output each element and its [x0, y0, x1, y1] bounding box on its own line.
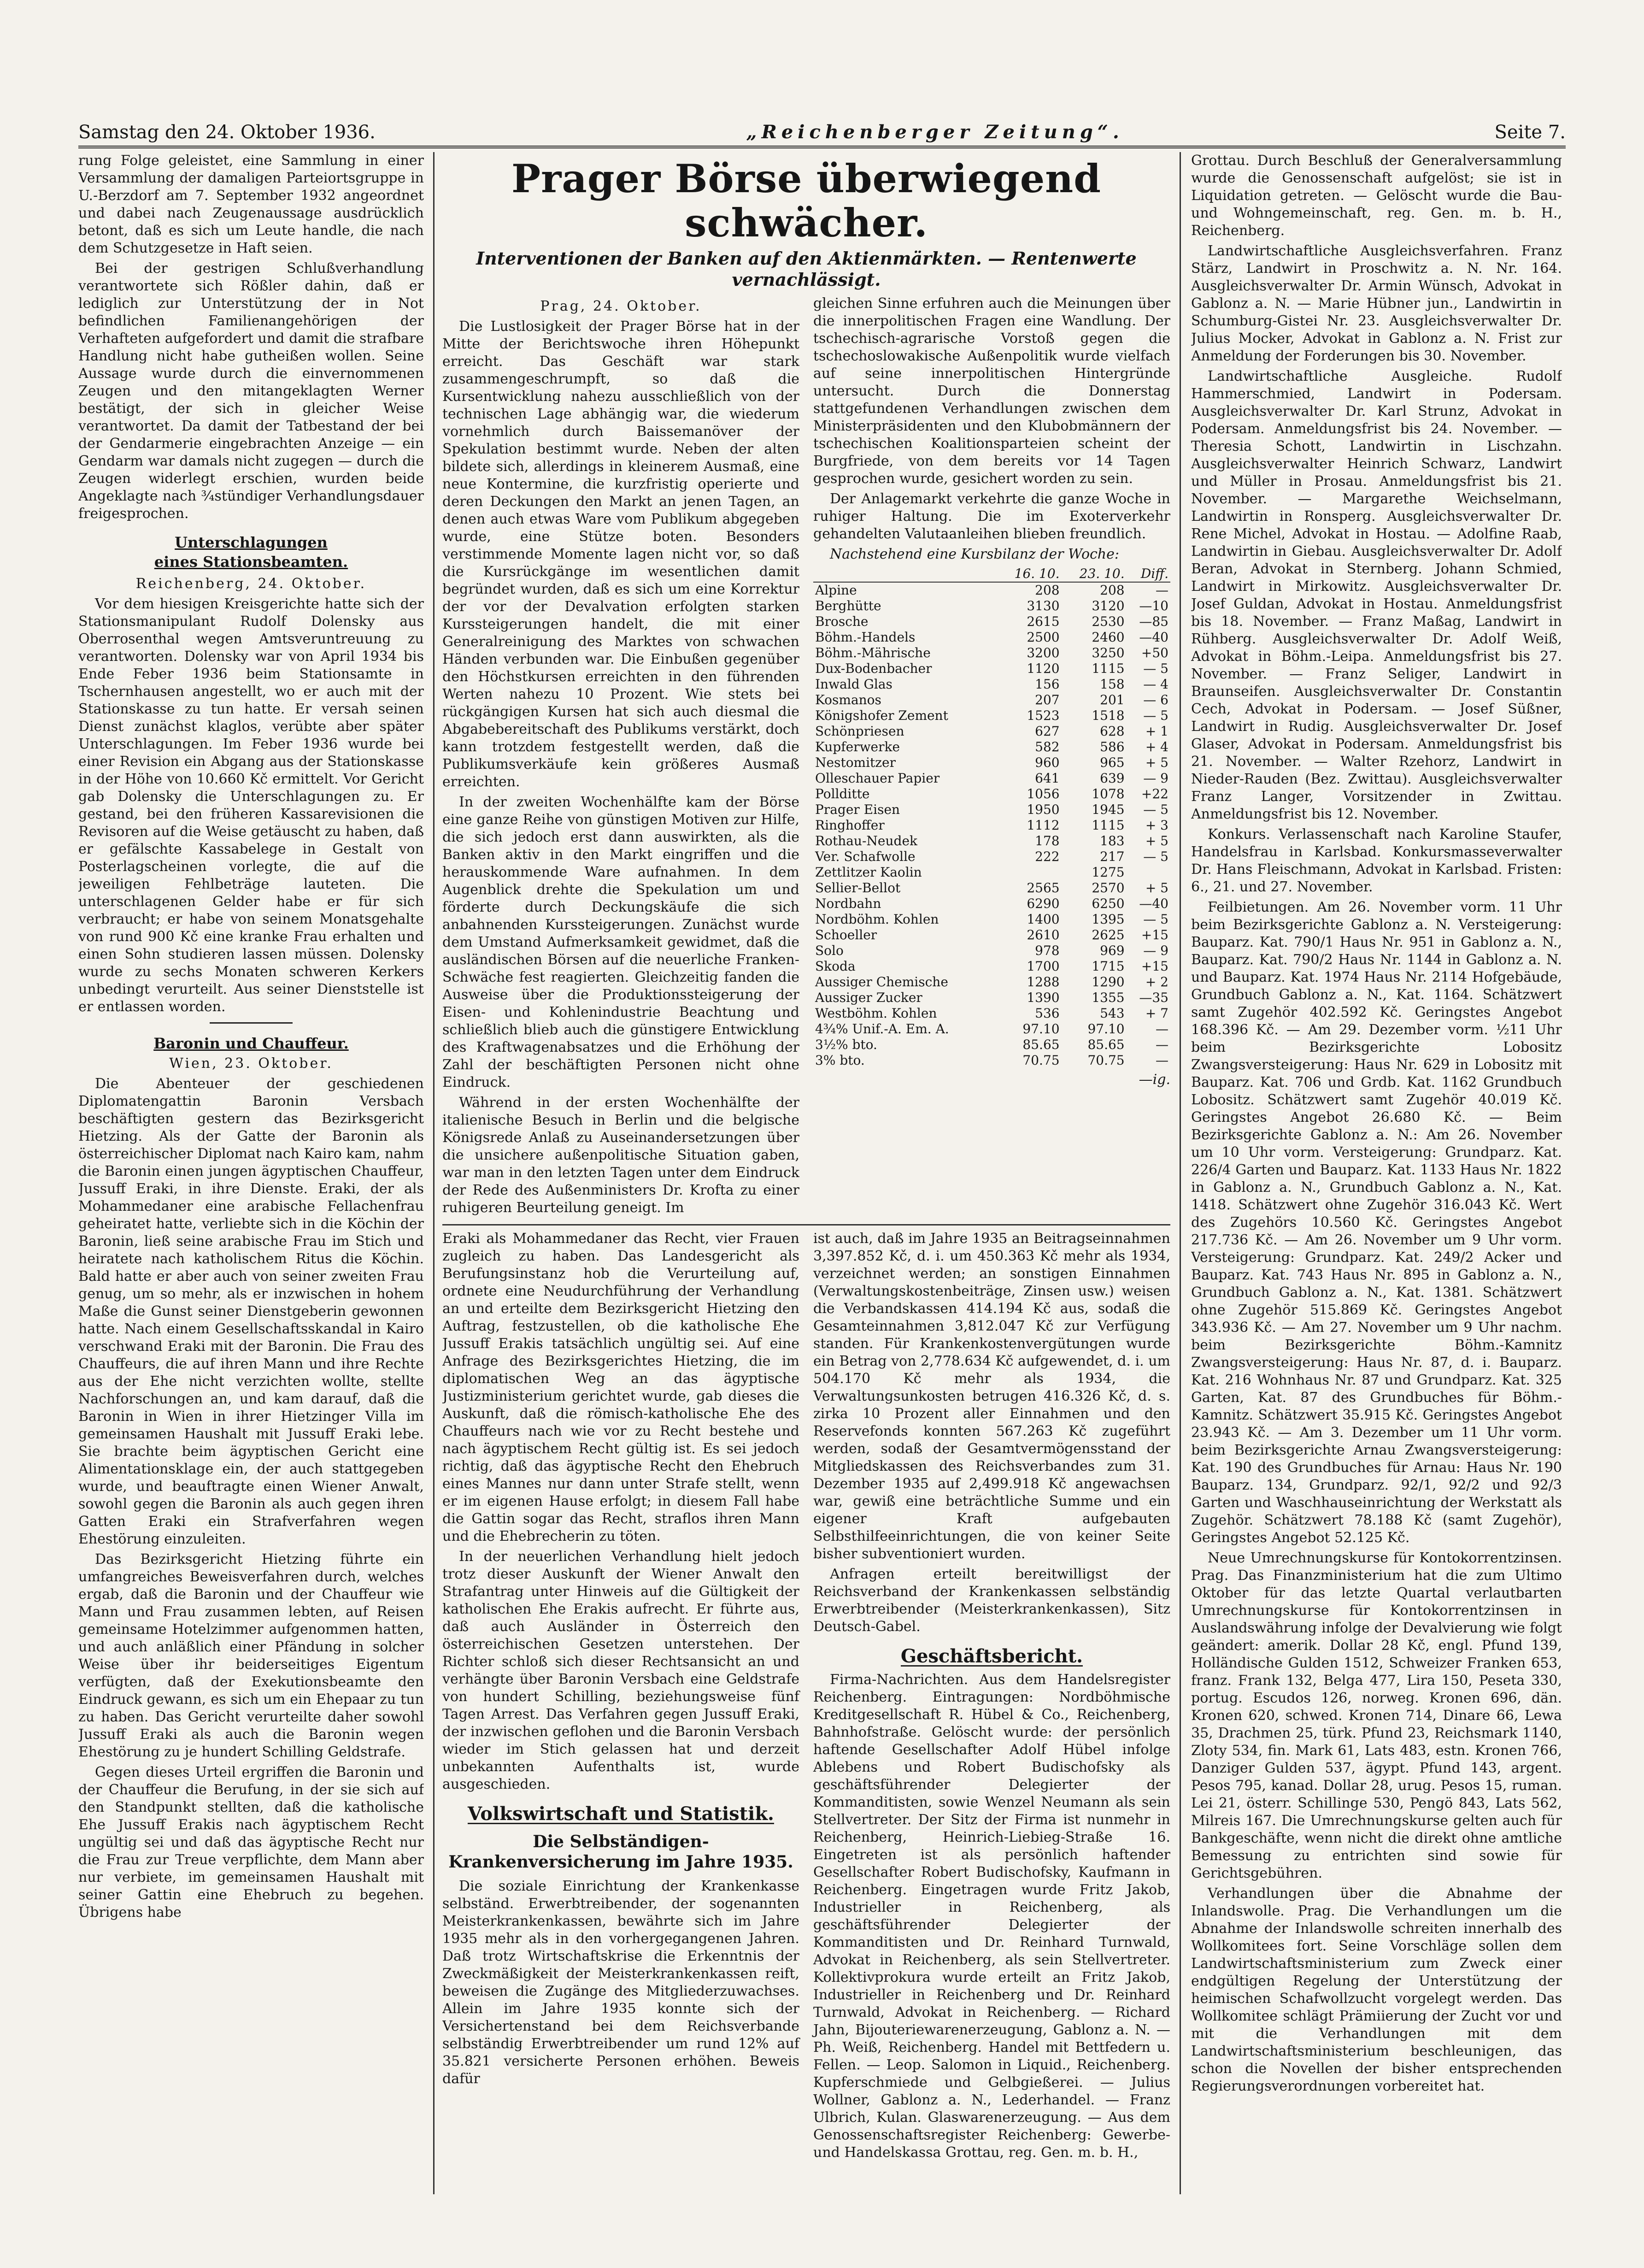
issue-date: Samstag den 24. Oktober 1936. [78, 122, 376, 143]
article-paragraph: Die Lustlosigkeit der Prager Börse hat in der Mitte der Berichtswoche ihren Höhepunkt erreicht. Das Geschäft war stark zusammengeschrumpft, so daß die Kursentwicklung nahezu ausschließlich von der technischen Lage abhängig war, die wiederum vornehmlich durch Baissemanöver der Spekulation bestimmt wurde. Neben der alten bildete sich, allerdings in kleinerem Ausmaß, eine neue Kontermine, die kurzfristig operierte und deren Deckungen den Markt an jenen Tagen, an denen auch etwas Ware vom Publikum abgegeben wurde, eine Stütze boten. Besonders verstimmende Momente lagen nicht vor, so daß die Kursrückgänge im wesentlichen damit begründet wurden, daß es sich um eine Korrektur der vor der Devalvation erfolgten starken Kurssteigerungen handelt, die mit einer Generalreinigung des Marktes von schwachen Händen verbunden war. Die Einbußen gegenüber den Höchstkursen erreichten in den führenden Werten nahezu 10 Prozent. Wie stets bei rückgängigen Kursen hat sich auch diesmal die Abgabebereitschaft des Publikums verstärkt, doch kann trotzdem festgestellt werden, daß die Publikumsverkäufe kein größeres Ausmaß erreichten. [442, 318, 799, 790]
table-header-cell: 16. 10. [997, 566, 1062, 582]
table-row [813, 990, 1170, 1006]
stock-value-cell: 201 [1100, 692, 1125, 707]
stock-value-cell: 3200 [1027, 645, 1060, 660]
stock-name-cell: Aussiger Chemische [815, 974, 948, 990]
article-dateline: Wien, 23. Oktober. [169, 1055, 333, 1072]
stock-value-cell: 3250 [1092, 645, 1125, 660]
stock-value-cell: — [1156, 1037, 1168, 1052]
stock-name-cell: Olleschauer Papier [815, 771, 940, 786]
article-paragraph: Gegen dieses Urteil ergriffen die Baronin und der Chauffeur die Berufung, in der sie sich auf den Standpunkt stellten, daß die katholische Ehe Jussuff Erakis nach ägyptischem Recht ungültig sei und daß das ägyptische Recht nur die Frau zur Treue verpflichte, dem Mann aber nur verbiete, im gemeinsamen Haushalt mit seiner Gattin eine Ehebruch zu begehen. Übrigens habe [78, 1764, 424, 1920]
lower-column-right [813, 1230, 1170, 2164]
table-row [813, 739, 1170, 755]
stock-name-cell: Nordbahn [815, 896, 881, 911]
stock-value-cell: 2460 [1092, 630, 1125, 645]
stock-name-cell: Berghütte [815, 598, 881, 613]
stock-value-cell: 536 [1035, 1006, 1060, 1021]
stock-value-cell: 1950 [1027, 802, 1060, 817]
stock-value-cell: +50 [1141, 645, 1168, 660]
stock-name-cell: Nestomitzer [815, 755, 896, 770]
stock-name-cell: Alpine [815, 583, 857, 598]
stock-name-cell: Kosmanos [815, 692, 881, 707]
table-row [813, 614, 1170, 630]
main-subheadline: Interventionen der Banken auf den Aktienmärkten. — Rentenwerte vernachlässigt. [476, 248, 1137, 290]
table-row [813, 661, 1170, 677]
stock-value-cell: 85.65 [1087, 1037, 1125, 1052]
table-row [813, 818, 1170, 833]
stock-value-cell: 158 [1100, 677, 1125, 692]
table-row [813, 1021, 1170, 1037]
stock-value-cell: 641 [1035, 771, 1060, 786]
stock-value-cell: 178 [1035, 833, 1060, 848]
stock-value-cell: 1120 [1027, 661, 1060, 676]
article-paragraph: In der neuerlichen Verhandlung hielt jedoch trotz dieser Auskunft der Wiener Anwalt den Strafantrag unter Hinweis auf die Gültigkeit der katholischen Ehe Erakis aufrecht. Er führte aus, daß auch Ausländer in Österreich den österreichischen Gesetzen unterstehen. Der Richter schloß sich dieser Rechtsansicht an und verhängte über Baronin Versbach eine Geldstrafe von hundert Schilling, beziehungsweise fünf Tagen Arrest. Das Verfahren gegen Jussuff Eraki, der inzwischen geflohen und die Baronin Versbach wieder im Stich gelassen hat und derzeit unbekannten Aufenthalts ist, wurde ausgeschieden. [442, 1549, 799, 1792]
stock-name-cell: Königshofer Zement [815, 708, 948, 723]
stock-name-cell: Aussiger Zucker [815, 990, 922, 1005]
article-paragraph: Vor dem hiesigen Kreisgerichte hatte sich der Stationsmanipulant Rudolf Dolensky aus Oberrosenthal wegen Amtsveruntreuung zu verantworten. Dolensky war von April 1934 bis Ende Feber 1936 beim Stationsamte in Tschernhausen angestellt, wo er auch mit der Stationskasse zu tun hatte. Er versah seinen Dienst zunächst klaglos, verübte aber später Unterschlagungen. Im Feber 1936 wurde bei einer Revision ein Abgang aus der Stationskasse in der Höhe von 10.660 Kč ermittelt. Vor Gericht gab Dolensky die Unterschlagungen zu. Er gestand, bei den früheren Kassarevisionen die Revisoren auf die Weise getäuscht zu haben, daß er gefälschte Kassabelege in Gestalt von Posterlagscheinen vorlegte, die auf die jeweiligen Fehlbeträge lauteten. Die unterschlagenen Gelder habe er für sich verbraucht; er habe von seinem Monatsgehalte von rund 900 Kč eine kranke Frau erhalten und einen Sohn studieren lassen müssen. Dolensky wurde zu sechs Monaten schweren Kerkers unbedingt verurteilt. Aus seiner Dienststelle ist er entlassen worden. [78, 596, 424, 1015]
stock-value-cell: 627 [1035, 724, 1060, 739]
stock-value-cell: 2610 [1027, 927, 1060, 943]
table-row [813, 849, 1170, 865]
table-header-cell: 23. 10. [1062, 566, 1127, 582]
table-row [813, 692, 1170, 708]
table-row [813, 677, 1170, 692]
stock-value-cell: 1390 [1027, 990, 1060, 1005]
article-paragraph: rung Folge geleistet, eine Sammlung in einer Versammlung der damaligen Parteiortsgruppe in U.-Berzdorf am 7. September 1932 angeordnet und dabei nach Zeugenaussage ausdrücklich betont, daß es sich um Leute handle, die nach dem Schutzgesetze in Haft seien. [78, 153, 424, 256]
article-heading-line2: eines Stationsbeamten. [154, 553, 348, 571]
stock-value-cell: 3120 [1092, 598, 1125, 613]
article-paragraph: Die Abenteuer der geschiedenen Diplomatengattin Baronin Versbach beschäftigten gestern das Bezirksgericht Hietzing. Als der Gatte der Baronin als österreichischer Diplomat nach Kairo kam, nahm die Baronin einen jungen ägyptischen Chauffeur, Jussuff Eraki, in ihre Dienste. Eraki, der als Mohammedaner eine arabische Fellachenfrau geheiratet hatte, verliebte sich in die Köchin der Baronin, ließ seine arabische Frau im Stich und heiratete nach katholischem Ritus die Köchin. Bald hatte er aber auch von seiner zweiten Frau genug, um so mehr, als er inzwischen in hohem Maße die Gunst seiner Dienstgeberin gewonnen hatte. Nach einem Gesellschaftsskandal in Kairo verschwand Eraki mit der Baronin. Die Frau des Chauffeurs, die auf ihren Mann und ihre Rechte aus der Ehe nicht verzichten wollte, stellte Nachforschungen an, und kam darauf, daß die Baronin in Wien in ihrer Hietzinger Villa im gemeinsamen Haushalt mit Jussuff Eraki lebe. Sie brachte beim ägyptischen Gericht eine Alimentationsklage ein, der auch stattgegeben wurde, und beauftragte einen Wiener Anwalt, sowohl gegen die Baronin als auch gegen ihren Gatten Eraki ein Strafverfahren wegen Ehestörung einzuleiten. [78, 1076, 424, 1547]
stock-value-cell: 1078 [1092, 786, 1125, 801]
table-row [813, 724, 1170, 739]
article-heading: Unterschlagungen [175, 534, 328, 551]
column-rule-1 [433, 152, 434, 2194]
stock-value-cell: + 5 [1145, 880, 1168, 895]
article-paragraph: Die soziale Einrichtung der Krankenkasse selbständ. Erwerbtreibender, der sogenannten Meisterkrankenkassen, bewährte sich im Jahre 1935 mehr als in den vorhergegangenen Jahren. Daß trotz Wirtschaftskrise die Erkenntnis der Zweckmäßigkeit der Meisterkrankenkassen reift, beweisen die Zugänge des Mitgliederzuwachses. Allein im Jahre 1935 konnte sich der Versichertenstand bei dem Reichsverbande selbständig Erwerbtreibender um rund 12% auf 35.821 versicherte Personen erhöhen. Beweis dafür [442, 1878, 799, 2087]
stock-value-cell: + 4 [1145, 739, 1168, 754]
stock-value-cell: 2530 [1092, 614, 1125, 629]
stock-value-cell: — 4 [1143, 677, 1168, 692]
stock-value-cell: 1715 [1092, 959, 1125, 974]
stock-value-cell: 1400 [1027, 912, 1060, 927]
stock-name-cell: Dux-Bodenbacher [815, 661, 932, 676]
stock-value-cell: —40 [1139, 630, 1168, 645]
divider [210, 1022, 293, 1024]
stock-value-cell: 543 [1100, 1006, 1125, 1021]
stock-value-cell: + 2 [1145, 974, 1168, 990]
table-row [813, 833, 1170, 849]
stock-name-cell: Westböhm. Kohlen [815, 1006, 937, 1021]
stock-value-cell: 3130 [1027, 598, 1060, 613]
stock-name-cell: 3½% bto. [815, 1037, 877, 1052]
article-paragraph: ist auch, daß im Jahre 1935 an Beitragseinnahmen 3,397.852 Kč, d. i. um 450.363 Kč mehr als 1934, verzeichnet werden; an sonstigen Einnahmen (Verwaltungskostenbeiträge, Zinsen usw.) weisen die Verbandskassen 414.194 Kč aus, sodaß die Gesamteinnahmen 3,812.047 Kč zur Verfügung standen. Für Krankenkostenvergütungen wurde ein Betrag von 2,778.634 Kč aufgewendet, d. i. um 504.170 Kč mehr als 1934, die Verwaltungsunkosten betrugen 416.326 Kč, d. s. zirka 10 Prozent aller Einnahmen und den Reservefonds konnten 567.263 Kč zugeführt werden, sodaß der Gesamtvermögensstand der Mitgliedskassen des Reichsverbandes zum 31. Dezember 1935 auf 2,499.918 Kč angewachsen war, gewiß eine beträchtliche Summe und ein eigener Kraft aufgebauten Selbsthilfeeinrichtungen, die von keiner Seite bisher subventioniert wurden. [813, 1231, 1170, 1562]
stock-value-cell: 1518 [1092, 708, 1125, 723]
masthead [78, 111, 1566, 148]
table-header-cell: Diff. [1127, 566, 1170, 582]
stock-value-cell: 1288 [1027, 974, 1060, 990]
stock-value-cell: 2615 [1027, 614, 1060, 629]
table-row [813, 1006, 1170, 1021]
boerse-column-right [813, 295, 1170, 1219]
table-row [813, 927, 1170, 943]
article-paragraph: Das Bezirksgericht Hietzing führte ein umfangreiches Beweisverfahren durch, welches ergab, daß die Baronin und der Chauffeur wie Mann und Frau zusammen lebten, auf Reisen gemeinsame Hotelzimmer aufgenommen hatten, und auch anläßlich einer Pfändung in solcher Weise über ihr beiderseitiges Eigentum verfügten, daß der Exekutionsbeamte den Eindruck gewann, es sich um ein Ehepaar zu tun zu haben. Das Gericht verurteilte daher sowohl Jussuff Eraki als auch die Baronin wegen Ehestörung zu je hundert Schilling Geldstrafe. [78, 1551, 424, 1760]
stock-name-cell: Schönpriesen [815, 724, 904, 739]
stock-value-cell: 1275 [1092, 865, 1125, 880]
notice-paragraph: Neue Umrechnungskurse für Kontokorrentzinsen. Prag. Das Finanzministerium hat die zum Ultimo Oktober für das letzte Quartal verlautbarten Umrechnungskurse für Kontokorrentzinsen in Auslandswährung infolge der Devalvierung wie folgt geändert: amerik. Dollar 28 Kč, engl. Pfund 139, Holländische Gulden 1512, Schweizer Franken 653, franz. Frank 132, Belga 477, Lira 150, Peseta 330, portug. Escudos 126, norweg. Kronen 696, dän. Kronen 620, schwed. Kronen 714, Dinare 66, Lewa 35, Drachmen 25, türk. Pfund 23, Reichsmark 1140, Zloty 534, fin. Mark 61, Lats 483, estn. Kronen 766, Danziger Gulden 537, ägypt. Pfund 143, argent. Pesos 795, kanad. Dollar 28, urug. Pesos 15, ruman. Lei 21, österr. Schillinge 530, Pengö 843, Lats 562, Milreis 167. Die Umrechnungskurse gelten auch für Bankgeschäfte, wenn nicht die direkt ohne amtliche Bemessung zu entrichten sind sowie für Gerichtsgebühren. [1191, 1550, 1562, 1881]
page-number: Seite 7. [1494, 122, 1566, 143]
table-row [813, 771, 1170, 786]
stock-name-cell: Böhm.-Handels [815, 630, 916, 645]
stock-name-cell: Schoeller [815, 927, 877, 943]
notice-paragraph: Landwirtschaftliche Ausgleiche. Rudolf Hammerschmied, Landwirt in Podersam. Ausgleichsverwalter Dr. Karl Strunz, Advokat in Podersam. Anmeldungsfrist bis 24. November. — Theresia Schott, Landwirtin in Lischzahn. Ausgleichsverwalter Heinrich Schwarz, Landwirt und Müller in Prosau. Anmeldungsfrist bis 21. November. — Margarethe Weichselmann, Landwirtin in Ronsperg. Ausgleichsverwalter Dr. Rene Michel, Advokat in Hostau. — Adolfine Raab, Landwirtin in Giebau. Ausgleichsverwalter Dr. Adolf Beran, Advokat in Sternberg. Johann Schmied, Landwirt in Mirkowitz. Ausgleichsverwalter Dr. Josef Guldan, Advokat in Hostau. Anmeldungsfrist bis 18. November. — Franz Maßag, Landwirt in Rühberg. Ausgleichsverwalter Dr. Adolf Weiß, Advokat in Böhm.-Leipa. Anmeldungsfrist bis 27. November. — Franz Seliger, Landwirt in Braunseifen. Ausgleichsverwalter Dr. Constantin Cech, Advokat in Podersam. — Josef Süßner, Landwirt in Rudig. Ausgleichsverwalter Dr. Josef Glaser, Advokat in Podersam. Anmeldungsfrist bis 21. November. — Walter Rzehorz, Landwirt in Nieder-Rauden (Bez. Zwittau). Ausgleichsverwalter Franz Langer, Vorsitzender in Zwittau. Anmeldungsfrist bis 12. November. [1191, 368, 1562, 822]
stock-value-cell: 1115 [1092, 818, 1125, 833]
stock-value-cell: 1112 [1027, 818, 1060, 833]
notice-paragraph: Verhandlungen über die Abnahme der Inlandswolle. Prag. Die Verhandlungen um die Abnahme der Inlandswolle schreiten innerhalb des Wollkomitees fort. Seine Vorschläge sollen dem Landwirtschaftsministerium zum Zweck einer endgültigen Regelung der Unterstützung der heimischen Schafwollzucht vorgelegt werden. Das Wollkomitee schlägt Prämiierung der Zucht vor und mit die Verhandlungen mit dem Landwirtschaftsministerium beschleunigen, das schon die Novellen der bisher entsprechenden Regierungsverordnungen vorbereitet hat. [1191, 1885, 1562, 2094]
lower-column-left [442, 1230, 799, 2164]
stock-value-cell: +22 [1141, 786, 1168, 801]
column-1 [78, 152, 424, 2194]
main-headline: Prager Börse überwiegend schwächer. [511, 156, 1101, 246]
stock-value-cell: 208 [1100, 583, 1125, 598]
stock-value-cell: —85 [1139, 614, 1168, 629]
stock-name-cell: Ringhoffer [815, 818, 885, 833]
stock-value-cell: — 5 [1143, 661, 1168, 676]
table-header-cell [813, 566, 997, 582]
stock-value-cell: — 9 [1143, 771, 1168, 786]
stock-value-cell: 582 [1035, 739, 1060, 754]
stock-name-cell: Prager Eisen [815, 802, 900, 817]
table-row [813, 1053, 1170, 1068]
middle-lower [442, 1224, 1170, 2164]
stock-name-cell: Ver. Schafwolle [815, 849, 916, 864]
stock-value-cell: 222 [1035, 849, 1060, 864]
stock-value-cell: + 3 [1145, 818, 1168, 833]
notice-paragraph: Konkurs. Verlassenschaft nach Karoline Staufer, Handelsfrau in Karlsbad. Konkursmasseverwalter Dr. Hans Fleischmann, Advokat in Karlsbad. Fristen: 6., 21. und 27. November. [1191, 826, 1562, 895]
stock-value-cell: 6250 [1092, 896, 1125, 911]
table-row [813, 786, 1170, 802]
table-row [813, 1037, 1170, 1053]
stock-value-cell: + 1 [1145, 724, 1168, 739]
article-paragraph: Anfragen erteilt bereitwilligst der Reichsverband der Krankenkassen selbständig Erwerbtreibender (Meisterkrankenkassen), Sitz Deutsch-Gabel. [813, 1566, 1170, 1635]
stock-value-cell [997, 865, 1062, 880]
stock-value-cell: 2570 [1092, 880, 1125, 895]
article-paragraph: Firma-Nachrichten. Aus dem Handelsregister Reichenberg. Eintragungen: Nordböhmische Kreditgesellschaft R. Hübel & Co., Reichenberg, Bahnhofstraße. Gelöscht wurde: der persönlich haftende Gesellschafter Adolf Hübel infolge Ablebens und Robert Budischofsky als geschäftsführender Delegierter der Kommanditisten, sowie Wenzel Neumann als sein Stellvertreter. Der Sitz der Firma ist nunmehr in Reichenberg, Heinrich-Liebieg-Straße 16. Eingetreten ist als persönlich haftender Gesellschafter Robert Budischofsky, Kaufmann in Reichenberg. Eingetragen wurde Fritz Jakob, Industrieller in Reichenberg, als geschäftsführender Delegierter der Kommanditisten und Dr. Reinhard Turnwald, Advokat in Reichenberg, als sein Stellvertreter. Kollektivprokura wurde erteilt an Fritz Jakob, Industrieller in Reichenberg und Dr. Reinhard Turnwald, Advokat in Reichenberg. — Richard Jahn, Bijouteriewarenerzeugung, Gablonz a. N. — Ph. Weiß, Reichenberg. Handel mit Bettfedern u. Fellen. — Leop. Salomon in Liquid., Reichenberg. Kupferschmiede und Gelbgießerei. — Julius Wollner, Gablonz a. N., Lederhandel. — Franz Ulbrich, Kulan. Glaswarenerzeugung. — Aus dem Genossenschaftsregister Reichenberg: Gewerbe- und Handelskassa Grottau, reg. Gen. m. b. H., [813, 1672, 1170, 2161]
table-caption: Nachstehend eine Kursbilanz der Woche: [830, 546, 1119, 562]
table-row [813, 630, 1170, 645]
stock-value-cell: 70.75 [1022, 1053, 1060, 1068]
article-paragraph: Grottau. Durch Beschluß der Generalversammlung wurde die Genossenschaft aufgelöst; sie ist in Liquidation getreten. — Gelöscht wurde die Bau- und Wohngemeinschaft, reg. Gen. m. b. H., Reichenberg. [1191, 153, 1562, 239]
stock-value-cell: 6290 [1027, 896, 1060, 911]
stock-value-cell: +15 [1141, 959, 1168, 974]
article-paragraph: In der zweiten Wochenhälfte kam der Börse eine ganze Reihe von günstigen Motiven zur Hilfe, die sich jedoch erst dann auswirkten, als die Banken aktiv in den Markt eingriffen und die herauskommende Ware aufnahmen. In dem Augenblick drehte die Spekulation um und förderte durch Deckungskäufe die sich anbahnenden Kurssteigerungen. Zunächst wurde dem Umstand Aufmerksamkeit gewidmet, daß die ausländischen Börsen auf die neuerliche Franken-Schwäche fest reagierten. Gleichzeitig fanden die Ausweise über die Produktionssteigerung der Eisen- und Kohlenindustrie Beachtung und schließlich blieb auch die günstigere Entwicklung des Kraftwagenabsatzes und die Erhöhung der Zahl der beschäftigten Personen nicht ohne Eindruck. [442, 794, 799, 1090]
stock-value-cell: 217 [1100, 849, 1125, 864]
stock-name-cell: Skoda [815, 959, 856, 974]
table-row [813, 896, 1170, 912]
stock-value-cell: — [1156, 1021, 1168, 1037]
table-row [813, 598, 1170, 614]
article-paragraph: gleichen Sinne erfuhren auch die Meinungen über die innerpolitischen Fragen eine Wandlung. Der tschechisch-agrarische Vorstoß gegen die tschechoslowakische Außenpolitik wurde vielfach auf seine innerpolitischen Hintergründe untersucht. Durch die Donnerstag stattgefundenen Verhandlungen zwischen dem Ministerpräsidenten und den Klubobmännern der tschechischen Koalitionsparteien scheint der Burgfriede, von dem bereits vor 14 Tagen gesprochen wurde, gesichert worden zu sein. [813, 295, 1170, 487]
stock-value-cell: 2625 [1092, 927, 1125, 943]
stock-value-cell: 97.10 [1087, 1021, 1125, 1037]
stock-value-cell: 207 [1035, 692, 1060, 707]
notice-paragraph: Feilbietungen. Am 26. November vorm. 11 Uhr beim Bezirksgerichte Gablonz a. N. Versteigerung: Bauparz. Kat. 790/1 Haus Nr. 951 in Gablonz a. N., Bauparz. Kat. 790/2 Haus Nr. 1144 in Gablonz a. N. und Bauparz. Kat. 1974 Haus Nr. 2114 Hofgebäude, Grundbuch Gablonz a. N., Kat. 1164. Schätzwert samt Zugehör 402.592 Kč. Geringstes Angebot 168.396 Kč. — Am 29. Dezember vorm. ½11 Uhr beim Bezirksgerichte Lobositz Zwangsversteigerung: Haus Nr. 629 in Lobositz mit Bauparz. Kat. 706 und Grdb. Kat. 1162 Grundbuch Lobositz. Schätzwert samt Zugehör 40.019 Kč. Geringstes Angebot 26.680 Kč. — Beim Bezirksgerichte Gablonz a. N.: Am 26. November um 10 Uhr vorm. Versteigerung: Grundparz. Kat. 226/4 Garten und Bauparz. Kat. 1133 Haus Nr. 1822 in Gablonz a. N., Grundbuch Gablonz a. N., Kat. 1418. Schätzwert ohne Zugehör 316.043 Kč. Wert des Zugehörs 10.560 Kč. Geringstes Angebot 217.736 Kč. — Am 26. November um 9 Uhr vorm. Versteigerung: Grundparz. Kat. 249/2 Acker und Bauparz. Kat. 743 Haus Nr. 895 in Gablonz a. N., Grundbuch Gablonz a. N., Kat. 1381. Schätzwert ohne Zugehör 515.869 Kč. Geringstes Angebot 343.936 Kč. — Am 27. November um 9 Uhr nachm. beim Bezirksgerichte Böhm.-Kamnitz Zwangsversteigerung: Haus Nr. 87, d. i. Bauparz. Kat. 216 Wohnhaus Nr. 87 und Grundparz. Kat. 325 Garten, Kat. 87 des Grundbuches für Böhm.-Kamnitz. Schätzwert 35.915 Kč. Geringstes Angebot 23.943 Kč. — Am 3. Dezember um 11 Uhr vorm. beim Bezirksgerichte Arnau Zwangsversteigerung: Kat. 190 des Grundbuches für Arnau: Haus Nr. 190 Bauparz. 134, Grundparz. 92/1, 92/2 und 92/3 Garten und Waschhauseinrichtung der Werkstatt als Zugehör. Schätzwert 78.188 Kč (samt Zugehör), Geringstes Angebot 52.125 Kč. [1191, 899, 1562, 1546]
stock-value-cell: — [1156, 583, 1168, 598]
stock-value-cell: 639 [1100, 771, 1125, 786]
stock-value-cell: 1355 [1092, 990, 1125, 1005]
author-signature: —ig. [1139, 1072, 1170, 1088]
stock-value-cell: — 5 [1143, 802, 1168, 817]
table-row [813, 943, 1170, 959]
stock-value-cell: +15 [1141, 927, 1168, 943]
article-dateline: Reichenberg, 24. Oktober. [135, 576, 367, 592]
article-paragraph: Eraki als Mohammedaner das Recht, vier Frauen zugleich zu haben. Das Landesgericht als Berufungsinstanz hob die Verurteilung auf, ordnete eine Neudurchführung der Verhandlung an und erteilte dem Bezirksgericht Hietzing den Auftrag, festzustellen, ob die katholische Ehe Jussuff Erakis tatsächlich ungültig sei. Auf eine Anfrage des Bezirksgerichtes Hietzing, die im diplomatischen Weg an das ägyptische Justizministerium gerichtet wurde, gab dieses die Auskunft, daß die römisch-katholische Ehe des Chauffeurs nach wie vor zu Recht bestehe und nach ägyptischem Recht gültig ist. Es sei jedoch richtig, daß das ägyptische Recht den Ehebruch eines Mannes nur dann unter Strafe stellt, wenn er im eigenen Hause erfolgt; in diesem Fall habe die Gattin sogar das Recht, straflos ihren Mann und die Ehebrecherin zu töten. [442, 1231, 799, 1544]
stock-value-cell: 2500 [1027, 630, 1060, 645]
stock-name-cell: Sellier-Bellot [815, 880, 901, 895]
stock-value-cell: — 9 [1143, 943, 1168, 958]
stock-name-cell: Brosche [815, 614, 869, 629]
stock-value-cell: —10 [1139, 598, 1168, 613]
stock-value-cell: 1945 [1092, 802, 1125, 817]
table-row [813, 959, 1170, 974]
stock-value-cell: —40 [1139, 896, 1168, 911]
middle-section [442, 152, 1170, 2194]
stock-value-cell: 156 [1035, 677, 1060, 692]
stock-value-cell: — [1156, 1053, 1168, 1068]
stock-value-cell: + 7 [1145, 1006, 1168, 1021]
stock-value-cell: 1395 [1092, 912, 1125, 927]
stock-name-cell: Zettlitzer Kaolin [815, 865, 922, 880]
stock-value-cell: 969 [1100, 943, 1125, 958]
section-title: Geschäftsbericht. [900, 1645, 1083, 1667]
article-paragraph: Bei der gestrigen Schlußverhandlung verantwortete sich Rößler dahin, daß er lediglich zur Unterstützung der in Not befindlichen Familienangehörigen der Verhafteten aufgefordert und damit die strafbare Handlung nicht habe gutheißen wollen. Seine Aussage wurde durch die einvernommenen Zeugen und den mitangeklagten Werner bestätigt, der sich in gleicher Weise verantwortet. Da damit der Tatbestand der bei der Gendarmerie eingebrachten Anzeige — ein Gendarm war damals nicht zugegen — durch die Zeugen widerlegt erschien, wurden beide Angeklagte nach ¾stündiger Verhandlungsdauer freigesprochen. [78, 260, 424, 522]
stock-value-cell: 1700 [1027, 959, 1060, 974]
stock-value-cell: — 5 [1143, 849, 1168, 864]
table-header-row [813, 566, 1170, 582]
table-row [813, 974, 1170, 990]
table-row [813, 880, 1170, 896]
stock-value-cell: —35 [1139, 990, 1168, 1005]
stock-name-cell: 4¾% Unif.-A. Em. A. [815, 1021, 949, 1037]
kursbilanz-table [813, 566, 1170, 1068]
stock-value-cell: 97.10 [1022, 1021, 1060, 1037]
stock-name-cell: Kupferwerke [815, 739, 900, 754]
table-row [813, 645, 1170, 661]
stock-value-cell: + 5 [1145, 755, 1168, 770]
stock-value-cell: 1290 [1092, 974, 1125, 990]
boerse-column-left [442, 295, 799, 1219]
stock-name-cell: Solo [815, 943, 844, 958]
stock-name-cell: Inwald Glas [815, 677, 892, 692]
table-row [813, 755, 1170, 771]
stock-name-cell: Rothau-Neudek [815, 833, 917, 848]
article-heading: Die Selbständigen-Krankenversicherung im Jahre 1935. [448, 1832, 793, 1872]
notice-paragraph: Landwirtschaftliche Ausgleichsverfahren. Franz Stärz, Landwirt in Proschwitz a. N. Nr. 164. Ausgleichsverwalter Dr. Armin Wünsch, Advokat in Gablonz a. N. — Marie Hübner jun., Landwirtin in Schumburg-Gistei Nr. 23. Ausgleichsverwalter Dr. Julius Mocker, Advokat in Gablonz a. N. Frist zur Anmeldung der Forderungen bis 30. November. [1191, 243, 1562, 364]
stock-value-cell: — 5 [1143, 708, 1168, 723]
stock-value-cell: 960 [1035, 755, 1060, 770]
section-title: Volkswirtschaft und Statistik. [468, 1803, 774, 1825]
table-row [813, 802, 1170, 818]
stock-value-cell [1127, 865, 1170, 880]
table-row [813, 582, 1170, 598]
stock-name-cell: Nordböhm. Kohlen [815, 912, 939, 927]
table-row [813, 708, 1170, 724]
stock-value-cell: 1523 [1027, 708, 1060, 723]
stock-value-cell: 208 [1035, 583, 1060, 598]
stock-value-cell: 1115 [1092, 661, 1125, 676]
stock-name-cell: 3% bto. [815, 1053, 865, 1068]
stock-value-cell: 978 [1035, 943, 1060, 958]
article-paragraph: Der Anlagemarkt verkehrte die ganze Woche in ruhiger Haltung. Die im Exoterverkehr gehandelten Valutaanleihen blieben freundlich. [813, 491, 1170, 542]
stock-value-cell: 628 [1100, 724, 1125, 739]
stock-value-cell: 2565 [1027, 880, 1060, 895]
stock-name-cell: Pollditte [815, 786, 870, 801]
stock-value-cell: 85.65 [1022, 1037, 1060, 1052]
article-paragraph: Während in der ersten Wochenhälfte der italienische Besuch in Berlin und die belgische Königsrede Anlaß zu Auseinandersetzungen über die unsichere außenpolitische Situation gaben, war man in den letzten Tagen unter dem Eindruck der Rede des Außenministers Dr. Krofta zu einer ruhigeren Beurteilung geneigt. Im [442, 1095, 799, 1216]
stock-name-cell: Böhm.-Mährische [815, 645, 931, 660]
column-rule-2 [1180, 152, 1181, 2194]
stock-value-cell: 183 [1100, 833, 1125, 848]
article-dateline: Prag, 24. Oktober. [540, 298, 702, 314]
stock-value-cell: — 6 [1143, 692, 1168, 707]
boerse-article [442, 295, 1170, 1219]
table-row [813, 912, 1170, 927]
column-4 [1191, 152, 1562, 2194]
stock-value-cell: 1056 [1027, 786, 1060, 801]
stock-value-cell: 586 [1100, 739, 1125, 754]
stock-value-cell: 70.75 [1087, 1053, 1125, 1068]
table-row [813, 865, 1170, 880]
stock-value-cell: — 5 [1143, 912, 1168, 927]
stock-value-cell: 965 [1100, 755, 1125, 770]
newspaper-title: „Reichenberger Zeitung“. [746, 121, 1124, 143]
stock-value-cell: + 5 [1145, 833, 1168, 848]
article-heading: Baronin und Chauffeur. [153, 1035, 349, 1052]
